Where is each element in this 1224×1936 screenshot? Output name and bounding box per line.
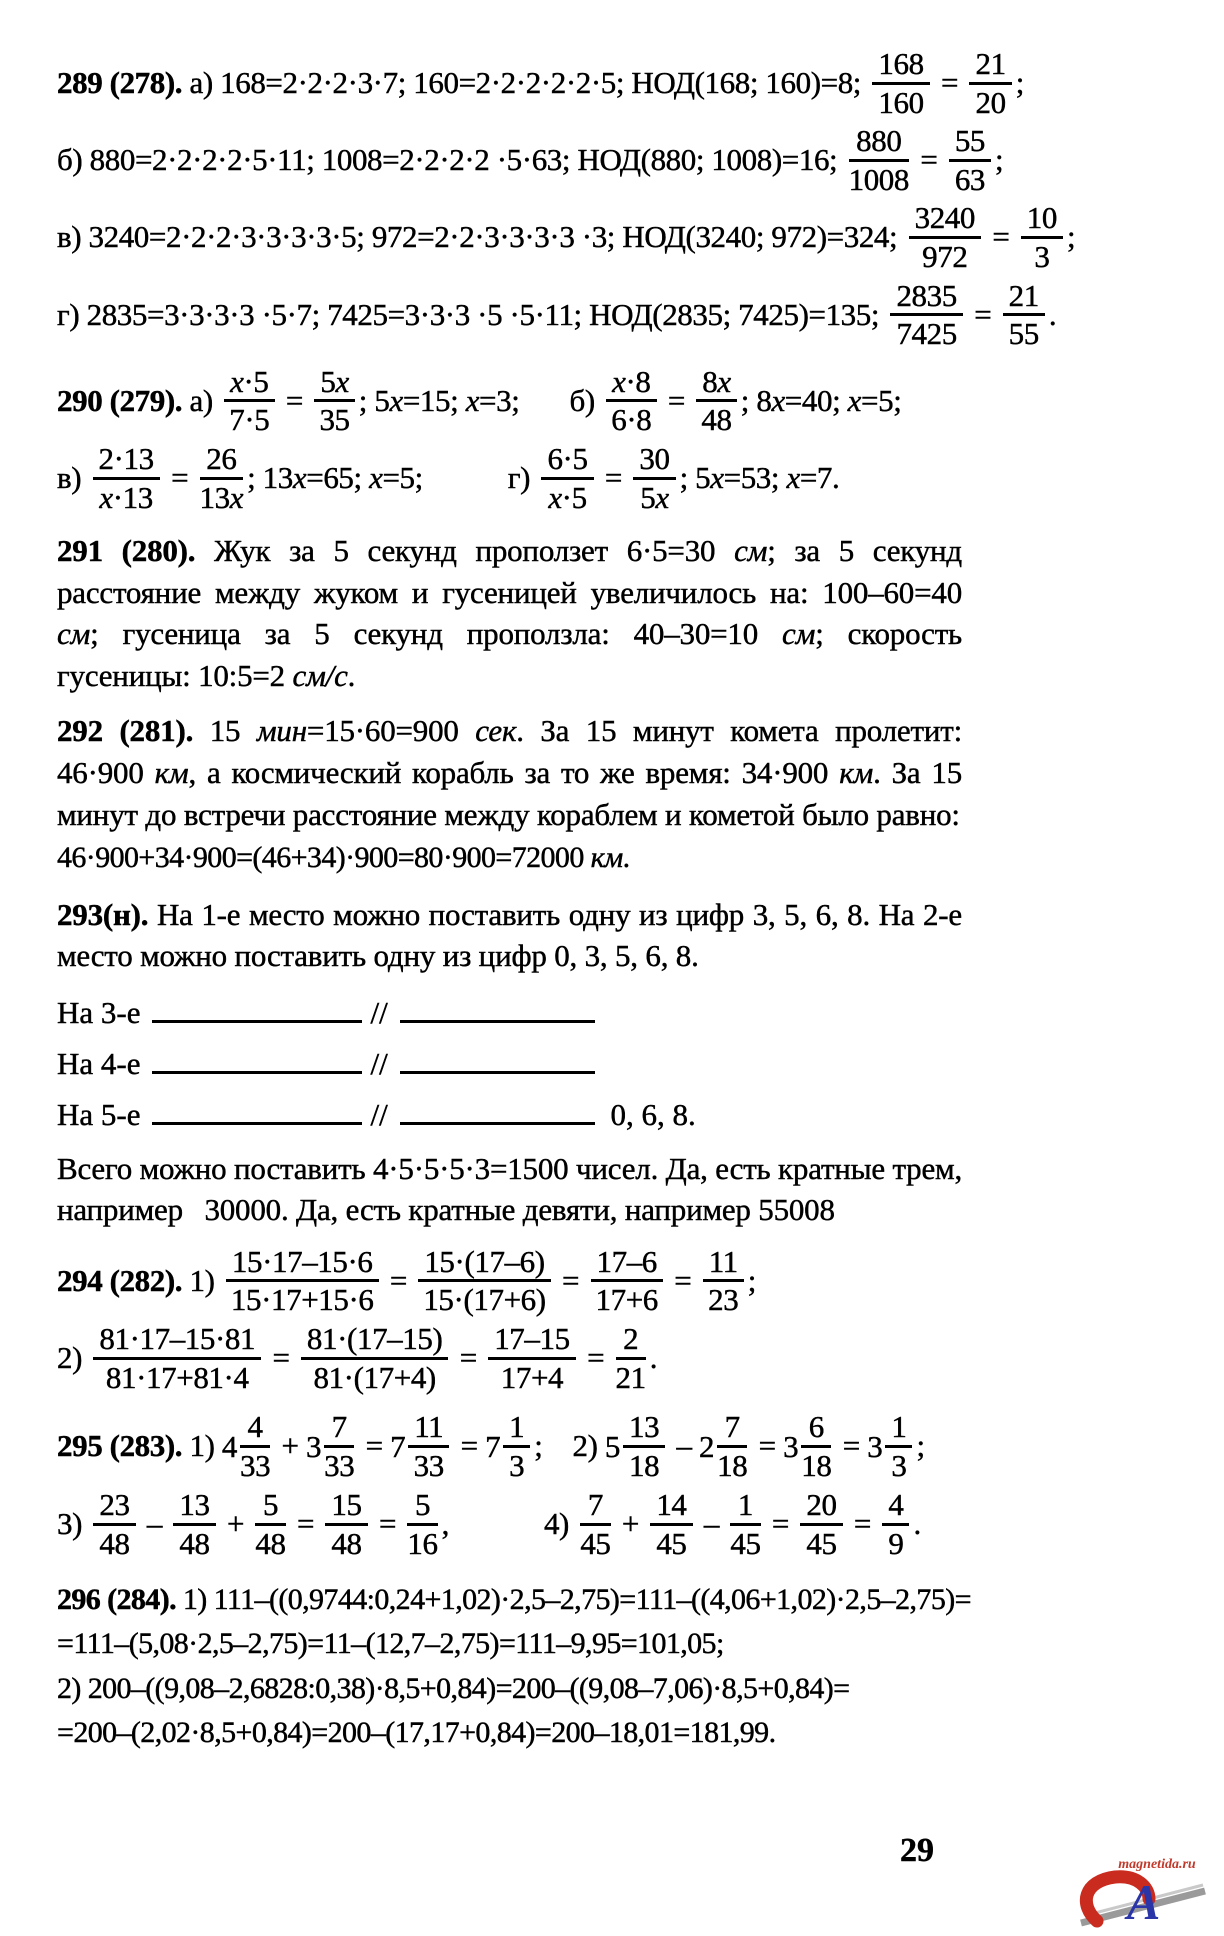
text-run: 1) [189,1262,222,1298]
fraction [325,1487,367,1562]
denominator: 33 [239,1447,271,1483]
denominator: 48 [255,1526,286,1562]
whole-part: 5 [604,1428,620,1464]
numerator: 4 [240,1411,270,1448]
fill-line-place-4 [57,1046,962,1082]
numerator: 168 [872,48,929,85]
fill-in-blank [152,1097,362,1125]
variable-x: x [335,363,349,399]
text-run: в) 3240=2·2·2·3·3·3·3·5; 972=2·2·3·3·3·3 ·3; НОД(3240; 972)=324; [57,219,905,255]
text-run: = [597,460,630,496]
problem-296-line-2 [57,1623,962,1666]
fraction [800,1487,842,1562]
text-run: =111–(5,08·2,5–2,75)=11–(12,7–2,75)=111–9,95=101,05; [57,1627,724,1661]
problem-292-result [57,837,962,880]
mixed-number [699,1411,751,1481]
text-run: 0, 6, 8. [602,1096,696,1132]
variable-x: x [292,460,307,496]
text-run: На 1-е место можно поставить одну из цифр 3, 5, 6, 8. На 2-е место можно поставить одну из цифр 0, 3, 5, 6, 8. [57,896,962,974]
whole-part: 7 [485,1428,501,1464]
fraction [407,1487,438,1562]
text-run: На 5-е [57,1096,141,1132]
fraction [949,125,991,195]
numerator: 6 [801,1411,831,1448]
numerator: 5x [314,366,354,403]
fill-in-blank [400,1097,595,1125]
denominator: 972 [922,239,968,275]
problem-296-line-1 [57,1579,971,1622]
denominator: 16 [407,1526,438,1562]
problem-294-line-1 [57,1243,962,1319]
mixed-number [485,1411,534,1481]
denominator: 45 [730,1526,761,1562]
text-run: ; 13x=65; x=5; [247,460,423,496]
fraction [882,1487,909,1562]
whole-part: 3 [305,1428,322,1464]
fraction [872,48,929,118]
text-run: . [649,1340,658,1376]
denominator: x·13 [99,479,153,515]
fraction [591,1243,663,1318]
mixed-number [390,1411,453,1481]
fraction [240,1411,270,1481]
problem-296-line-4 [57,1712,962,1755]
mixed-number [222,1411,274,1481]
text-run: = [846,1506,879,1542]
fraction [418,1243,550,1318]
numerator: 1 [730,1489,760,1526]
numerator: 14 [650,1489,692,1526]
numerator: 4 [882,1489,909,1526]
text-run: = [278,383,311,419]
fraction [890,277,962,352]
fraction [730,1487,761,1562]
text-run: ; [916,1428,925,1464]
fraction [885,1411,912,1481]
problem-289-part-v [57,200,1076,275]
problem-289-part-g [57,277,1057,353]
text-run: На 4-е [57,1045,141,1081]
fraction [849,125,909,195]
denominator: 7425 [896,316,957,352]
text-run: . [622,841,630,875]
text-run: . За 15 минут комета пролетит: 46·900 [57,713,962,790]
whole-part: 2 [699,1428,715,1464]
text-run: 46·900+34·900=(46+34)·900=80·900=72000 [57,841,591,875]
problem-number: 294 (282). [57,1262,190,1298]
numerator: 15·17–15·6 [226,1246,379,1283]
text-run: + [219,1506,252,1542]
fraction [909,200,981,275]
text-run: , [441,1506,449,1542]
text-run: 1) [189,1428,222,1464]
variable-x: x [710,460,724,496]
numerator: 1 [503,1411,530,1448]
fill-line-place-3 [57,995,962,1031]
fraction [488,1320,576,1395]
fraction [408,1411,449,1481]
text-run: На 3-е [57,994,141,1030]
denominator: 48 [701,402,732,438]
page-number: 29 [900,1832,934,1869]
numerator: 11 [703,1246,744,1283]
denominator: 17+4 [500,1359,564,1395]
watermark-text: magnetida.ru [1118,1857,1196,1872]
unit-text: см [734,533,768,569]
text-run: – [669,1428,699,1464]
numerator: 15·(17–6) [418,1246,550,1283]
text-run: 30000. Да, есть кратные девяти, например 55008 [204,1192,835,1228]
denominator: 45 [580,1526,611,1562]
denominator: 9 [888,1526,904,1562]
denominator: 15·(17+6) [423,1282,546,1318]
text-run: ; [747,1262,756,1298]
unit-text: км [839,754,874,790]
fraction [93,1487,135,1562]
variable-x: x [369,460,383,496]
denominator: 23 [708,1282,739,1318]
whole-part: 4 [221,1428,237,1464]
numerator: 7 [717,1411,747,1448]
text-run: 3) [57,1506,90,1542]
problem-291 [57,530,962,696]
problem-293-conclusion [57,1148,962,1231]
variable-x: x [230,363,244,399]
watermark-logo [1048,1857,1218,1934]
denominator: 17+6 [595,1282,658,1318]
text-run: 2) 200–((9,08–2,6828:0,38)·8,5+0,84)=200–((9,08–7,06)·8,5+0,84)= [57,1671,850,1705]
numerator: 2835 [890,280,962,317]
variable-x: x [847,383,862,419]
fraction [226,1243,379,1318]
text-run: . [1048,296,1057,332]
numerator: 15 [325,1489,367,1526]
fill-in-blank [152,995,362,1023]
text-run: , а космический корабль за то же время: 34·900 [188,754,840,790]
unit-text: сек [475,713,517,749]
unit-text: км [590,841,623,875]
numerator: 8x [696,366,736,403]
variable-x: x [389,383,403,419]
text-run: = [452,1340,485,1376]
problem-290-line-1 [57,363,962,439]
fill-in-blank [152,1046,362,1074]
numerator: 21 [1003,280,1045,317]
problem-number: 293(н). [57,896,157,932]
problem-296-line-3 [57,1668,962,1711]
denominator: 6·8 [611,402,652,438]
denominator: 21 [615,1359,646,1395]
denominator: 45 [656,1526,687,1562]
text-run: Всего можно поставить 4·5·5·5·3=1500 чисел. Да, есть кратные трем, например [57,1150,962,1228]
text-run: 1) 111–((0,9744:0,24+1,02)·2,5–2,75)=111–((4,06+1,02)·2,5–2,75)= [182,1582,971,1616]
fraction [93,443,160,513]
denominator: 3 [1034,239,1050,275]
denominator: 18 [628,1447,660,1483]
numerator: 6·5 [541,443,593,480]
text-run: = [382,1262,415,1298]
text-run: = [933,65,966,101]
fraction [633,443,675,513]
denominator: 63 [954,161,986,197]
fraction [324,1411,354,1481]
fraction [717,1411,747,1481]
page-content [57,44,1076,1755]
fraction [801,1411,831,1481]
text-run: = [453,1428,486,1464]
numerator: 5 [255,1489,285,1526]
fraction [650,1487,692,1562]
text-run: // [370,1045,388,1081]
fraction [580,1487,611,1562]
numerator: 3240 [909,202,981,239]
numerator: 13 [623,1411,665,1448]
fill-in-blank [400,1046,595,1074]
text-run: г) 2835=3·3·3·3 ·5·7; 7425=3·3·3 ·5 ·5·11; НОД(2835; 7425)=135; [57,296,887,332]
text-run: ; 5x=53; x=7. [679,460,840,496]
text-run: = [554,1262,587,1298]
text-run: ; гусеница за 5 секунд проползла: 40–30=10 [90,616,783,652]
problem-number: 290 (279). [57,383,190,419]
problem-293-intro [57,894,962,977]
text-run: б) [569,383,603,419]
text-run: б) 880=2·2·2·2·5·11; 1008=2·2·2·2 ·5·63; НОД(880; 1008)=16; [57,142,845,178]
fraction [200,443,244,513]
variable-x: x [612,363,626,399]
numerator: 21 [969,48,1011,85]
fraction [255,1487,286,1562]
text-run: – [696,1506,727,1542]
text-run: = [163,460,196,496]
numerator: 7 [324,1411,354,1448]
text-run: = [835,1428,868,1464]
denominator: 18 [801,1447,832,1483]
numerator: 20 [800,1489,842,1526]
numerator: 17–15 [488,1323,576,1360]
text-run: 2) [57,1340,90,1376]
text-run: 2) [572,1428,605,1464]
numerator: 30 [633,443,675,480]
denominator: x·5 [548,479,587,515]
fraction [969,48,1011,118]
numerator: 13 [173,1489,215,1526]
denominator: 33 [324,1447,355,1483]
text-run: // [370,994,388,1030]
unit-text: см/с [292,657,348,693]
whole-part: 3 [783,1428,799,1464]
fill-line-place-5 [57,1097,962,1133]
denominator: 48 [99,1526,130,1562]
numerator: 17–6 [591,1246,663,1283]
whole-part: 3 [867,1428,883,1464]
text-run: = [265,1340,297,1376]
text-run: ; [1015,65,1024,101]
text-run: = [660,383,693,419]
fill-in-blank [400,995,595,1023]
problem-294-line-2 [57,1320,962,1396]
fraction [541,443,593,513]
mixed-number [605,1411,669,1481]
numerator: 1 [885,1411,912,1448]
text-run: а) 168=2·2·2·3·7; 160=2·2·2·2·2·5; НОД(168; 160)=8; [189,65,869,101]
problem-292 [57,710,962,835]
problem-289-part-b [57,123,1004,198]
unit-text: км [154,754,189,790]
text-run: – [139,1506,170,1542]
problem-295-line-1 [57,1409,962,1484]
text-run: ; 8x=40; x=5; [740,383,902,419]
text-run: ; скорость гусеницы: 10:5=2 [57,616,962,693]
text-run: = [358,1428,391,1464]
variable-x: x [655,479,669,515]
text-run: 15 [209,713,257,749]
text-run: + [274,1428,306,1464]
fraction [1003,277,1045,352]
numerator: 23 [93,1489,135,1526]
denominator: 3 [891,1447,907,1483]
numerator: x·5 [224,366,274,403]
denominator: 160 [878,84,924,120]
fraction [615,1320,646,1395]
variable-x: x [786,460,800,496]
text-run: = [985,219,1017,255]
unit-text: мин [256,713,307,749]
denominator: 35 [319,402,350,438]
denominator: 15·17+15·6 [230,1282,374,1318]
fraction [696,363,736,438]
numerator: x·8 [606,366,656,403]
numerator: 880 [849,125,909,162]
fraction [93,1320,261,1395]
problem-number: 295 (283). [57,1428,190,1464]
denominator: 20 [975,84,1006,120]
variable-x: x [717,363,731,399]
variable-x: x [771,383,785,419]
text-run: 4) [543,1506,577,1542]
text-run: . [347,657,356,693]
denominator: 13x [199,479,244,515]
denominator: 33 [413,1447,444,1483]
numerator: 10 [1021,202,1063,239]
variable-x: x [465,383,480,419]
denominator: 7·5 [229,402,270,438]
svg-text:A: A [1127,1874,1161,1929]
numerator: 81·17–15·81 [93,1323,261,1360]
text-run: = [666,1262,699,1298]
denominator: 18 [717,1447,748,1483]
variable-x: x [548,479,562,515]
numerator: 26 [200,443,244,480]
fraction [314,363,354,438]
text-run: + [614,1506,647,1542]
variable-x: x [99,479,113,515]
numerator: 7 [580,1489,610,1526]
text-run: =15·60=900 [306,713,476,749]
numerator: 2·13 [93,443,160,480]
problem-295-line-2 [57,1487,962,1562]
fraction [623,1411,665,1481]
text-run: г) [507,460,538,496]
magnet-icon [1053,1865,1213,1929]
text-run: ; [534,1428,543,1464]
fraction [224,363,274,438]
text-run: в) [57,460,89,496]
problem-289-part-a [57,46,1024,121]
variable-x: x [229,479,244,515]
text-run: а) [189,383,221,419]
text-run: . За 15 минут до встречи расстояние между кораблем и кометой было равно: [57,754,963,832]
mixed-number [783,1411,835,1481]
numerator: 11 [408,1411,449,1448]
text-run: ; 5x=15; x=3; [358,383,520,419]
denominator: 48 [179,1526,210,1562]
denominator: 45 [806,1526,837,1562]
numerator: 81·(17–15) [301,1323,448,1360]
text-run: // [370,1096,388,1132]
problem-number: 289 (278). [57,65,190,101]
denominator: 81·(17+4) [313,1359,436,1395]
mixed-number [867,1411,916,1481]
text-run: Жук за 5 секунд проползет 6·5=30 [214,533,735,569]
mixed-number [306,1411,358,1481]
fraction [301,1320,448,1395]
fraction [173,1487,215,1562]
text-run: = [966,296,999,332]
numerator: 55 [949,125,991,162]
denominator: 3 [509,1447,525,1483]
text-run: =200–(2,02·8,5+0,84)=200–(17,17+0,84)=200–18,01=181,99. [57,1716,776,1750]
unit-text: см [782,616,816,652]
problem-number: 291 (280). [57,533,215,569]
numerator: 2 [616,1323,646,1360]
text-run: . [913,1506,921,1542]
text-run: ; [1067,219,1076,255]
text-run: = [751,1428,784,1464]
denominator: 48 [331,1526,362,1562]
fraction [606,363,656,438]
denominator: 55 [1008,316,1039,352]
text-run: = [913,142,945,178]
text-run: = [289,1506,322,1542]
problem-290-line-2 [57,441,962,516]
problem-number: 292 (281). [57,713,210,749]
text-run: = [764,1506,797,1542]
whole-part: 7 [390,1428,406,1464]
denominator: 5x [640,479,669,515]
unit-text: см [57,616,91,652]
text-run: = [371,1506,404,1542]
fraction [703,1243,744,1318]
problem-number: 296 (284). [57,1582,183,1616]
text-run: = [579,1340,612,1376]
numerator: 5 [407,1489,437,1526]
fraction [503,1411,530,1481]
text-run: ; [995,142,1004,178]
text-run: ; за 5 секунд расстояние между жуком и гусеницей увеличилось на: 100–60=40 [57,533,962,610]
denominator: 1008 [848,161,910,197]
denominator: 81·17+81·4 [105,1359,249,1395]
fraction [1021,200,1063,275]
